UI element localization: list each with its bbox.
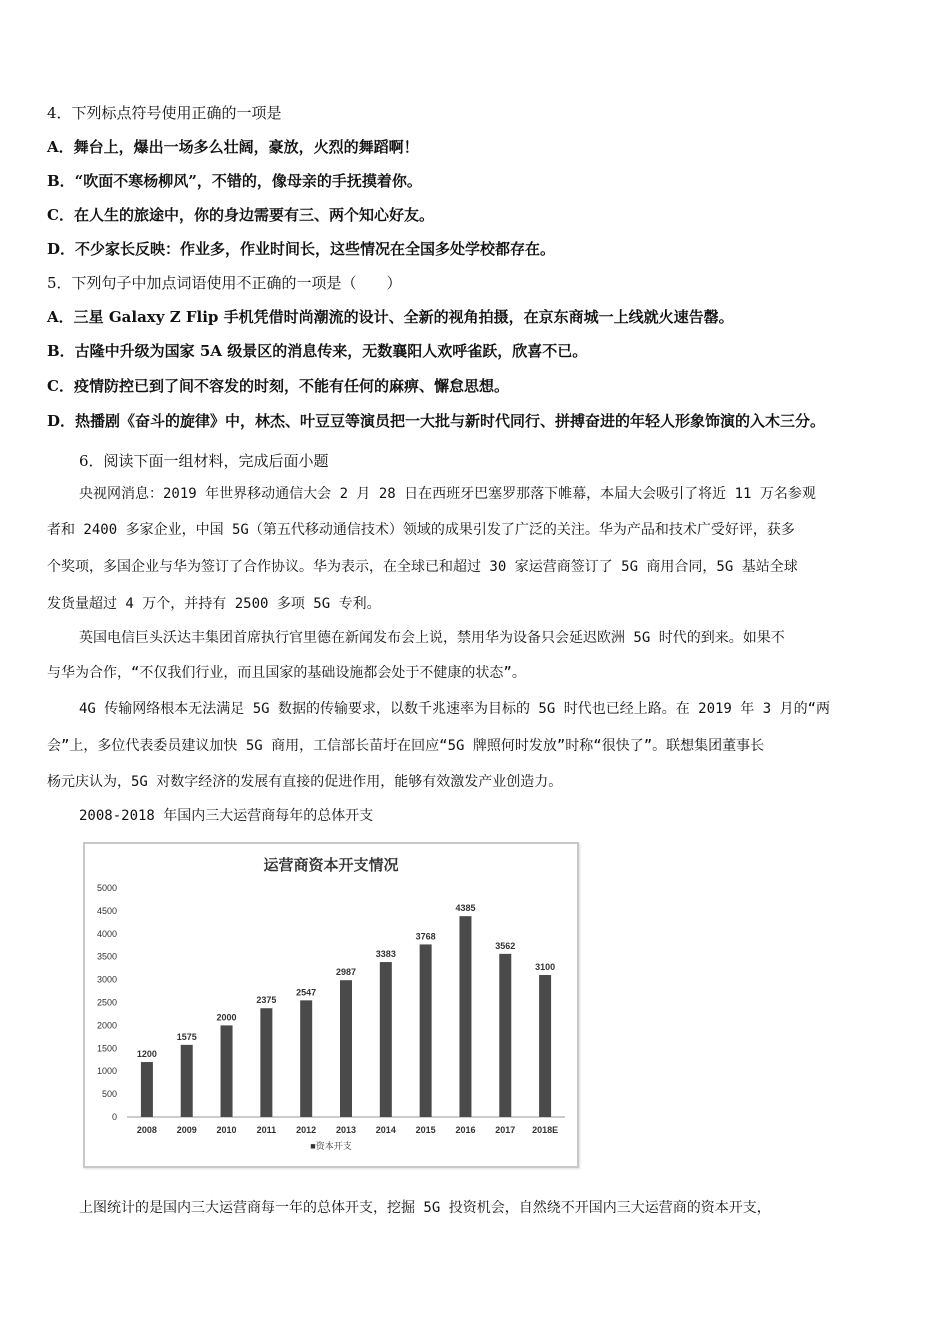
q6-paragraph1-line4: 发货量超过 4 万个，并持有 2500 多项 5G 专利。: [47, 596, 381, 612]
x-tick-label: 2011: [256, 1125, 277, 1135]
bar-value-label: 2000: [216, 1012, 237, 1023]
q4-option-b: B．“吹面不寒杨柳风”，不错的，像母亲的手抚摸着你。: [47, 172, 422, 190]
x-tick-label: 2017: [495, 1125, 516, 1135]
q5-option-d: D．热播剧《奋斗的旋律》中，林杰、叶豆豆等演员把一大批与新时代同行、拼搏奋进的年轻人形象饰演的入木三分。: [47, 412, 826, 430]
q6-paragraph2-line2: 与华为合作，“不仅我们行业，而且国家的基础设施都会处于不健康的状态”。: [47, 665, 526, 681]
q6-stem: 6．阅读下面一组材料，完成后面小题: [79, 452, 329, 470]
q6-paragraph3-line1: 4G 传输网络根本无法满足 5G 数据的传输要求，以数千兆速率为目标的 5G 时代也已经上路。在 2019 年 3 月的“两: [79, 701, 831, 717]
y-tick-label: 0: [111, 1112, 117, 1122]
chart-canvas: [85, 844, 577, 1166]
bar-value-label: 3383: [375, 949, 396, 960]
y-axis: [97, 883, 565, 1122]
chart-caption: 2008-2018 年国内三大运营商每年的总体开支: [79, 808, 374, 824]
y-tick-label: 4000: [96, 928, 117, 939]
bars: [137, 903, 555, 1117]
bar-value-label: 1575: [176, 1031, 197, 1042]
y-tick-label: 500: [101, 1089, 117, 1100]
q5-option-c: C．疫情防控已到了间不容发的时刻，不能有任何的麻痹、懈怠思想。: [47, 377, 509, 395]
bar-2018E: [539, 975, 551, 1117]
bar-value-label: 2987: [335, 967, 357, 978]
x-tick-label: 2008: [136, 1125, 157, 1135]
q6-paragraph1-line1: 央视网消息：2019 年世界移动通信大会 2 月 28 日在西班牙巴塞罗那落下帷幕，本届大会吸引了将近 11 万名参观: [79, 486, 816, 502]
bar-value-label: 4385: [455, 903, 476, 914]
q6-paragraph3-line3: 杨元庆认为，5G 对数字经济的发展有直接的促进作用，能够有效激发产业创造力。: [47, 774, 563, 790]
x-tick-label: 2010: [216, 1125, 237, 1135]
y-tick-label: 4500: [96, 905, 117, 916]
q6-paragraph3-line2: 会”上，多位代表委员建议加快 5G 商用，工信部长苗圩在回应“5G 牌照何时发放”时称“很快了”。联想集团董事长: [47, 738, 765, 754]
x-tick-label: 2016: [455, 1125, 476, 1135]
q4-stem: 4．下列标点符号使用正确的一项是: [47, 104, 282, 122]
bar-value-label: 3768: [415, 931, 436, 942]
y-tick-label: 2500: [96, 997, 117, 1008]
x-axis: [137, 1125, 558, 1135]
bar-value-label: 1200: [136, 1049, 157, 1060]
q5-option-a: A．三星 Galaxy Z Flip 手机凭借时尚潮流的设计、全新的视角拍摄，在京东商城一上线就火速告罄。: [47, 308, 734, 326]
chart-legend: ■资本开支: [310, 1141, 352, 1151]
y-tick-label: 5000: [96, 883, 117, 893]
x-tick-label: 2018E: [532, 1125, 559, 1135]
x-tick-label: 2014: [375, 1125, 396, 1135]
bar-2013: [340, 980, 352, 1117]
q4-option-a: A．舞台上，爆出一场多么壮阔，豪放，火烈的舞蹈啊！: [47, 138, 419, 156]
chart-title: 运营商资本开支情况: [263, 857, 399, 874]
bar-2015: [420, 944, 432, 1117]
bar-2009: [181, 1045, 193, 1117]
x-tick-label: 2012: [296, 1125, 317, 1135]
y-tick-label: 1500: [96, 1043, 117, 1054]
bar-2011: [260, 1008, 272, 1117]
q6-paragraph4: 上图统计的是国内三大运营商每一年的总体开支，挖掘 5G 投资机会，自然绕不开国内三大运营商的资本开支，: [79, 1200, 771, 1216]
q5-stem: 5．下列句子中加点词语使用不正确的一项是（ ）: [47, 274, 402, 292]
bar-value-label: 2375: [256, 995, 277, 1006]
bar-2017: [499, 954, 511, 1117]
x-tick-label: 2013: [335, 1125, 357, 1135]
x-tick-label: 2015: [415, 1125, 436, 1135]
y-tick-label: 2000: [96, 1020, 117, 1031]
y-tick-label: 3000: [96, 974, 117, 985]
x-tick-label: 2009: [176, 1125, 197, 1135]
y-tick-label: 1000: [96, 1066, 117, 1077]
bar-2016: [459, 916, 471, 1117]
q5-option-b: B．古隆中升级为国家 5A 级景区的消息传来，无数襄阳人欢呼雀跃，欣喜不已。: [47, 342, 588, 360]
bar-2014: [380, 962, 392, 1117]
q6-paragraph1-line3: 个奖项，多国企业与华为签订了合作协议。华为表示，在全球已和超过 30 家运营商签订了 5G 商用合同，5G 基站全球: [47, 559, 798, 575]
q6-paragraph2-line1: 英国电信巨头沃达丰集团首席执行官里德在新闻发布会上说，禁用华为设备只会延迟欧洲 5G 时代的到来。如果不: [79, 630, 785, 646]
q6-paragraph1-line2: 者和 2400 多家企业，中国 5G（第五代移动通信技术）领域的成果引发了广泛的关注。华为产品和技术广受好评，获多: [47, 522, 795, 538]
bar-value-label: 3562: [495, 940, 516, 951]
bar-value-label: 2547: [296, 987, 317, 998]
bar-2012: [300, 1000, 312, 1117]
q4-option-d: D．不少家长反映：作业多，作业时间长，这些情况在全国多处学校都存在。: [47, 240, 556, 258]
capex-chart: [83, 842, 579, 1168]
bar-value-label: 3100: [535, 962, 556, 973]
bar-2008: [141, 1062, 153, 1117]
y-tick-label: 3500: [96, 951, 117, 962]
bar-2010: [221, 1025, 233, 1117]
q4-option-c: C．在人生的旅途中，你的身边需要有三、两个知心好友。: [47, 206, 434, 224]
